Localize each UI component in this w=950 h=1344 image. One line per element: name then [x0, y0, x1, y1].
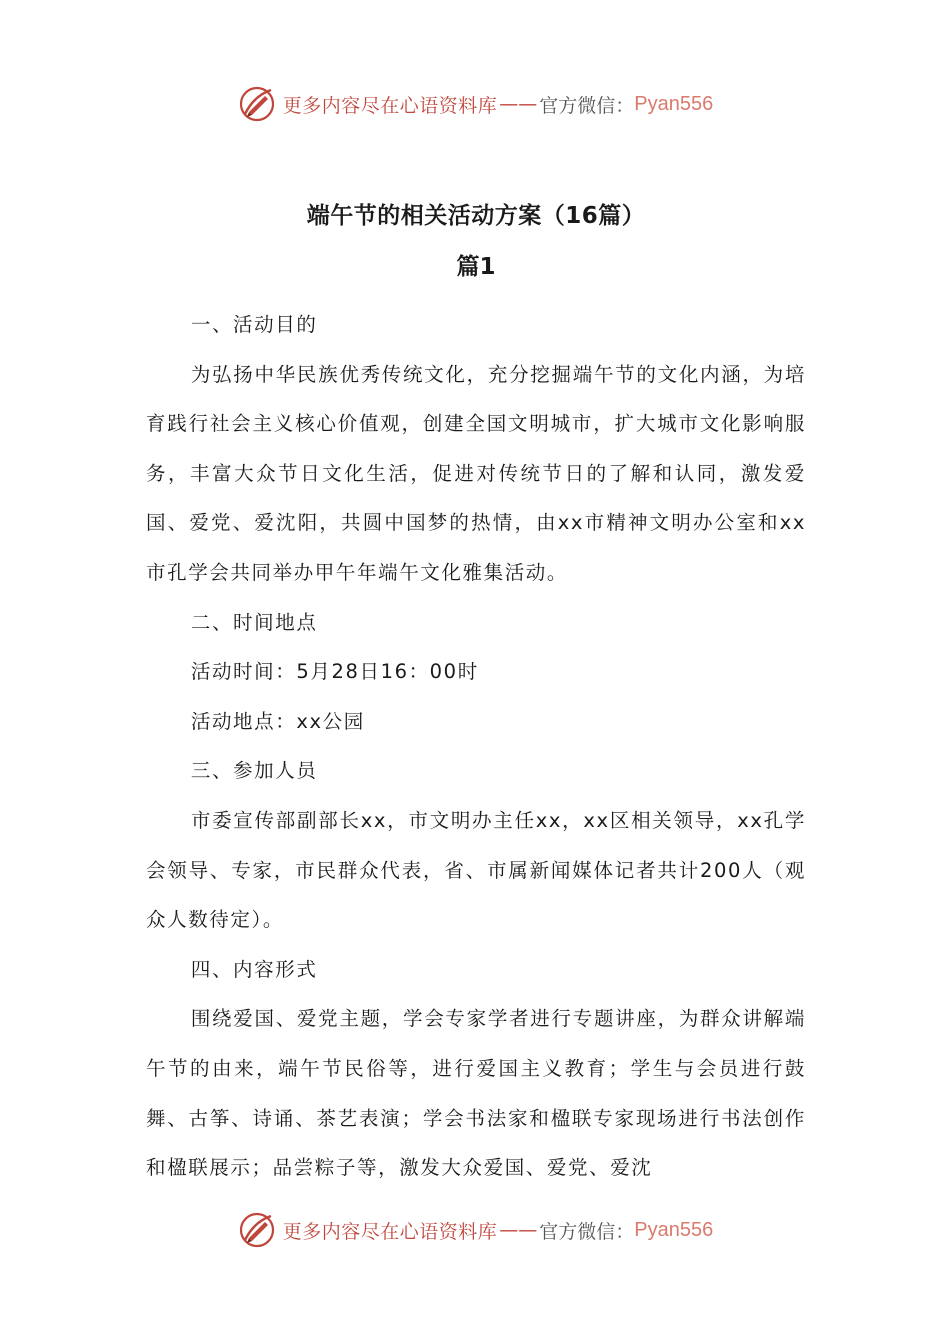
header-banner: [0, 82, 950, 126]
paragraph: 市委宣传部副部长xx，市文明办主任xx，xx区相关领导，xx孔学会领导、专家，市民群众代表，省、市属新闻媒体记者共计200人（观众人数待定）。: [146, 808, 806, 932]
banner-wechat-label: 官方微信：: [539, 94, 635, 117]
document-body: [146, 196, 806, 1193]
section-heading: 三、参加人员: [190, 759, 318, 783]
paragraph: 活动时间：5月28日16：00时: [190, 660, 479, 684]
banner-dash: ——: [499, 93, 538, 115]
banner-dash: ——: [499, 1219, 538, 1241]
document-content: [146, 300, 806, 1193]
paragraph: 围绕爱国、爱党主题，学会专家学者进行专题讲座，为群众讲解端午节的由来，端午节民俗等，进行爱国主义教育；学生与会员进行鼓舞、古筝、诗诵、茶艺表演；学会书法家和楹联专家现场进行书法创作和楹联展示；品尝粽子等，激发大众爱国、爱党、爱沈: [146, 1007, 806, 1180]
banner-wechat-id: Pyan556: [634, 92, 714, 115]
section-heading: 二、时间地点: [190, 610, 318, 634]
document-subtitle: 篇1: [456, 254, 496, 280]
document-title: 端午节的相关活动方案（16篇）: [306, 203, 646, 229]
paragraph: 活动地点：xx公园: [190, 709, 365, 733]
banner-slogan: 更多内容尽在心语资料库: [282, 94, 498, 117]
section-heading: 四、内容形式: [190, 957, 318, 981]
section-heading: 一、活动目的: [190, 313, 318, 336]
pen-logo-icon: [237, 1210, 277, 1250]
banner-slogan: 更多内容尽在心语资料库: [282, 1220, 498, 1243]
pen-logo-icon: [237, 84, 277, 124]
banner-wechat-label: 官方微信：: [539, 1220, 635, 1243]
banner-wechat-id: Pyan556: [634, 1218, 714, 1241]
footer-banner: [0, 1208, 950, 1252]
paragraph: 为弘扬中华民族优秀传统文化，充分挖掘端午节的文化内涵，为培育践行社会主义核心价值观，创建全国文明城市，扩大城市文化影响服务，丰富大众节日文化生活，促进对传统节日的了解和认同，激发爱国、爱党、爱沈阳，共圆中国梦的热情，由xx市精神文明办公室和xx市孔学会共同举办甲午年端午文化雅集活动。: [146, 362, 806, 584]
